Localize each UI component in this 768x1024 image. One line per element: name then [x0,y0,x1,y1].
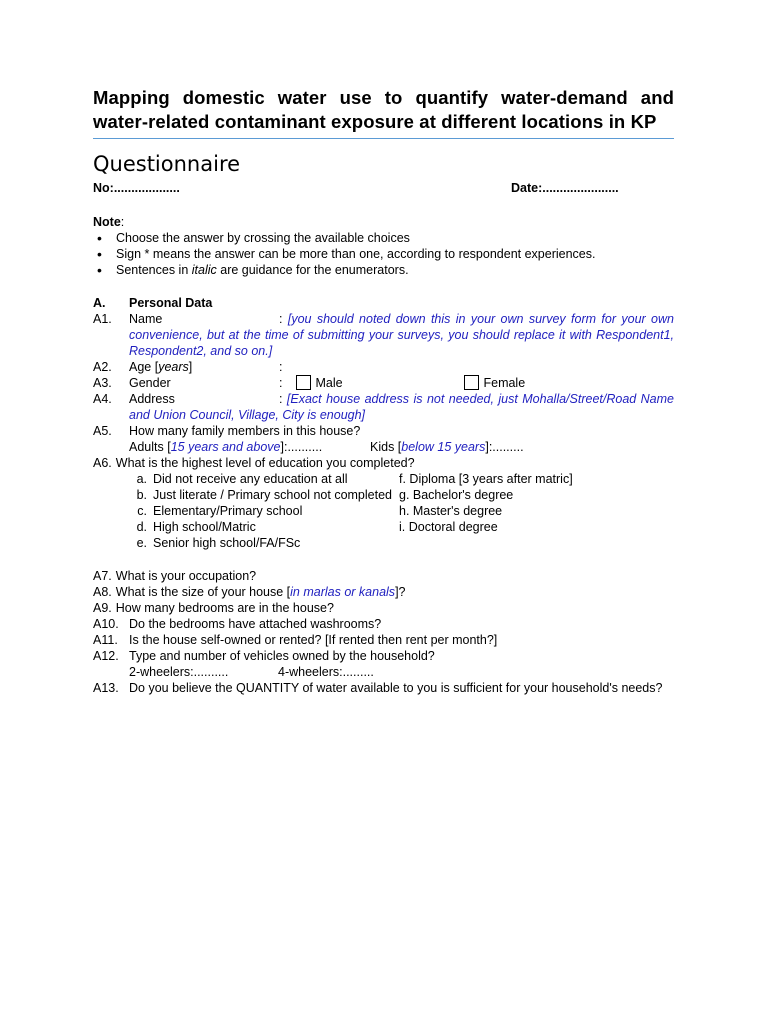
question-text: How many family members in this house? [129,424,361,438]
question-a12 [93,648,674,680]
note-text: are guidance for the enumerators. [216,263,409,277]
guidance-text: in marlas or kanals [290,585,396,599]
question-number: A11. [93,633,118,647]
question-label: Address [129,392,175,406]
number-field[interactable]: No:................... [93,181,180,195]
option-f[interactable]: f. Diploma [3 years after matric] [399,472,573,486]
question-body [129,375,674,391]
question-a8 [93,584,674,600]
option-b[interactable] [129,487,399,503]
family-members-row [129,439,674,455]
question-body [129,359,674,375]
question-number: A3. [93,376,112,390]
male-option-label: Male [315,376,343,390]
section-personal-data [93,295,674,696]
education-options-left [129,471,399,551]
question-a13 [93,680,674,696]
option-letter: e. [136,536,147,550]
note-item: • Sign * means the answer can be more than one, according to respondent experiences. [116,246,674,262]
question-number: A4. [93,392,112,406]
male-checkbox[interactable] [296,375,311,390]
note-colon: : [120,215,125,229]
option-e[interactable] [129,535,399,551]
two-wheelers-field[interactable]: 2-wheelers:.......... [129,665,229,679]
colon: : [279,312,288,326]
label-text: Adults [ [129,440,171,454]
question-text: What is your occupation? [115,569,257,583]
question-label: Name [129,312,163,326]
question-text: Type and number of vehicles owned by the household? [129,649,435,663]
female-option-label: Female [483,376,526,390]
question-a5 [93,423,674,455]
option-h[interactable]: h. Master's degree [399,504,503,518]
question-a9 [93,600,674,616]
question-number: A2. [93,360,112,374]
education-options-right [399,471,669,551]
note-block [93,214,674,278]
guidance-text: [you should noted down this in your own survey form for your own convenience, but at the time of submitting your surveys, you should replace it with Respondent1, Respondent2, and so on.] [129,312,674,358]
option-letter: a. [136,472,147,486]
number-date-row [93,180,674,196]
option-text: Just literate / Primary school not completed [153,488,392,502]
question-text: How many bedrooms are in the house? [115,601,334,615]
option-letter: b. [136,488,147,502]
label-text: ]:......... [485,440,524,454]
questionnaire-heading: Questionnaire [93,152,241,176]
question-a6 [93,455,674,471]
note-list [93,230,674,278]
option-letter: c. [137,504,147,518]
colon: : [279,360,283,374]
label-text: ]:.......... [280,440,323,454]
option-text: High school/Matric [153,520,256,534]
question-body [129,391,674,423]
question-a11 [93,632,674,648]
option-g[interactable]: g. Bachelor's degree [399,488,514,502]
guidance-text: [Exact house address is not needed, just Mohalla/Street/Road Name and Union Council, Village, City is enough] [129,392,674,422]
question-a10 [93,616,674,632]
question-body [129,648,674,680]
option-d[interactable] [129,519,399,535]
adults-field[interactable] [129,439,370,455]
question-a2 [93,359,674,375]
guidance-text: 15 years and above [170,440,281,454]
title-line-2: water-related contaminant exposure at different locations in KP [93,111,657,132]
option-text: Senior high school/FA/FSc [153,536,301,550]
section-letter: A. [93,296,106,310]
option-a[interactable] [129,471,399,487]
section-title: Personal Data [129,296,213,310]
spacer [93,551,674,568]
option-c[interactable] [129,503,399,519]
section-heading [93,295,674,311]
question-text: Is the house self-owned or rented? [If rented then rent per month?] [129,633,498,647]
question-number: A8. [93,585,112,599]
title-line-1: Mapping domestic water use to quantify water-demand and [93,87,674,108]
question-text: Do the bedrooms have attached washrooms? [129,617,382,631]
question-body [129,423,674,455]
label-italic: years [158,360,189,374]
question-label [129,359,279,375]
question-number: A6. [93,456,112,470]
option-text: Elementary/Primary school [153,504,303,518]
question-a3 [93,375,674,391]
question-a7 [93,568,674,584]
label-text: ]? [395,585,406,599]
education-options [129,471,674,551]
document-title [93,86,674,134]
colon: : [279,376,283,390]
option-letter: d. [136,520,147,534]
note-label: Note [93,215,121,229]
question-text: What is the highest level of education you completed? [115,456,415,470]
note-italic: italic [191,263,217,277]
document-page [93,86,674,696]
note-item [116,262,674,278]
question-a1 [93,311,674,359]
option-text: Did not receive any education at all [153,472,348,486]
question-number: A10. [93,617,119,631]
question-number: A5. [93,424,112,438]
guidance-text: below 15 years [401,440,486,454]
date-field[interactable]: Date:...................... [511,181,619,195]
female-checkbox[interactable] [464,375,479,390]
note-item: • Choose the answer by crossing the available choices [116,230,674,246]
option-i[interactable]: i. Doctoral degree [399,520,498,534]
question-number: A7. [93,569,112,583]
question-number: A12. [93,649,119,663]
question-label: Gender [129,376,171,390]
question-number: A13. [93,681,119,695]
four-wheelers-field[interactable]: 4-wheelers:......... [278,665,374,679]
question-a4 [93,391,674,423]
label-text: What is the size of your house [ [115,585,291,599]
label-text: Kids [ [370,440,402,454]
label-text: ] [188,360,193,374]
question-text [112,584,674,600]
kids-field[interactable] [370,440,524,454]
title-divider [93,138,674,139]
question-body [129,311,674,359]
question-number: A9. [93,601,112,615]
question-number: A1. [93,312,112,326]
colon: : [279,392,287,406]
note-text: Sentences in [116,263,192,277]
label-text: Age [ [129,360,159,374]
question-text: Do you believe the QUANTITY of water available to you is sufficient for your household's needs? [129,681,663,695]
vehicles-row [129,664,674,680]
